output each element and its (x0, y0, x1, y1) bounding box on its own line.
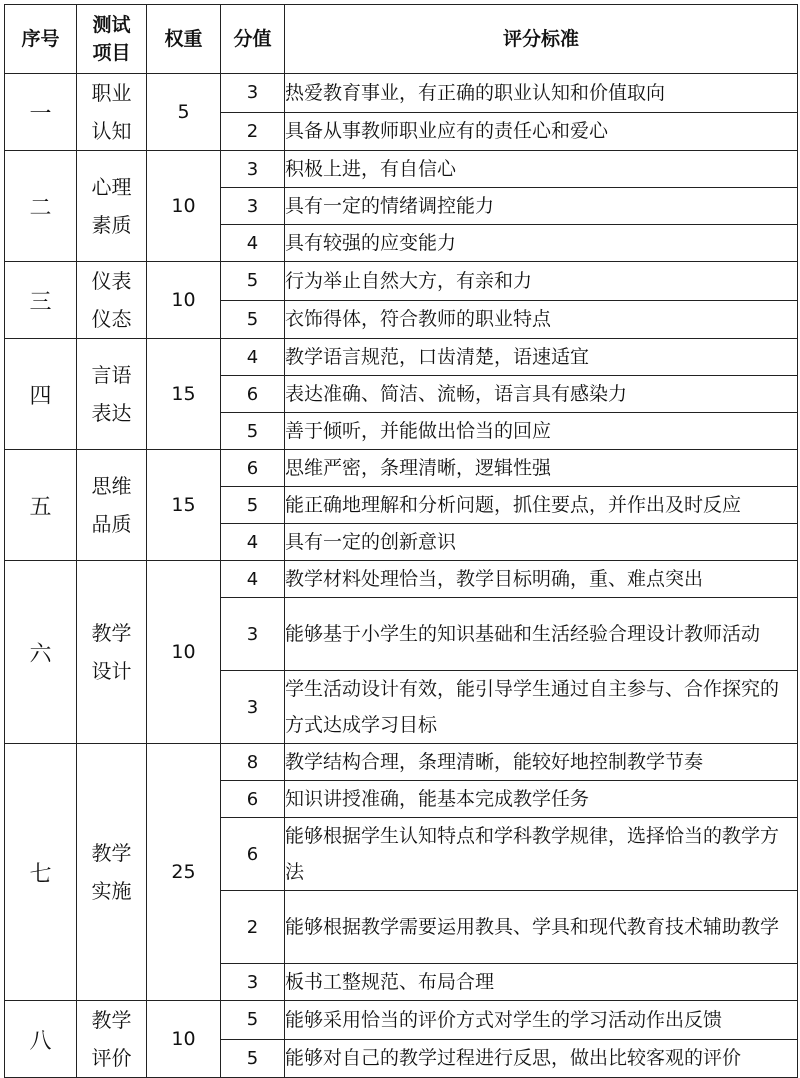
score-value: 3 (221, 188, 285, 225)
score-value: 6 (221, 781, 285, 818)
test-item: 仪表仪态 (91, 269, 132, 331)
weight-value: 10 (147, 561, 221, 744)
criterion-text: 教学语言规范，口齿清楚，语速适宜 (285, 339, 798, 376)
criterion-text: 板书工整规范、布局合理 (285, 964, 798, 1001)
table-row (5, 1001, 798, 1040)
header-criteria: 评分标准 (285, 5, 798, 74)
criterion-text: 能够对自己的教学过程进行反思，做出比较客观的评价 (285, 1039, 798, 1078)
criterion-text: 热爱教育事业，有正确的职业认知和价值取向 (285, 74, 798, 113)
table-row (5, 74, 798, 113)
section-number: 七 (5, 744, 77, 1001)
criterion-text: 能够基于小学生的知识基础和生活经验合理设计教师活动 (285, 598, 798, 671)
score-value: 4 (221, 339, 285, 376)
criterion-text: 具有较强的应变能力 (285, 225, 798, 262)
test-item-cell (77, 151, 147, 262)
score-value: 2 (221, 891, 285, 964)
table-row (5, 561, 798, 598)
score-value: 4 (221, 524, 285, 561)
test-item-cell (77, 744, 147, 1001)
test-item-cell (77, 1001, 147, 1078)
scoring-rubric-table (4, 4, 798, 1078)
criterion-text: 具备从事教师职业应有的责任心和爱心 (285, 112, 798, 151)
weight-value: 25 (147, 744, 221, 1001)
section-number: 五 (5, 450, 77, 561)
criterion-text: 能够根据学生认知特点和学科教学规律，选择恰当的教学方法 (285, 818, 798, 891)
criterion-text: 具有一定的情绪调控能力 (285, 188, 798, 225)
table-row (5, 151, 798, 188)
criterion-text: 善于倾听，并能做出恰当的回应 (285, 413, 798, 450)
section-number: 一 (5, 74, 77, 151)
section-number: 八 (5, 1001, 77, 1078)
test-item: 教学评价 (91, 1008, 132, 1070)
score-value: 4 (221, 225, 285, 262)
score-value: 5 (221, 413, 285, 450)
test-item-cell (77, 74, 147, 151)
test-item: 思维品质 (91, 474, 132, 536)
score-value: 3 (221, 598, 285, 671)
criterion-text: 教学结构合理，条理清晰，能较好地控制教学节奏 (285, 744, 798, 781)
criterion-text: 能正确地理解和分析问题，抓住要点，并作出及时反应 (285, 487, 798, 524)
section-number: 三 (5, 262, 77, 339)
score-value: 5 (221, 262, 285, 301)
criterion-text: 能够根据教学需要运用教具、学具和现代教育技术辅助教学 (285, 891, 798, 964)
weight-value: 5 (147, 74, 221, 151)
score-value: 3 (221, 964, 285, 1001)
test-item: 教学设计 (91, 621, 132, 683)
header-item (77, 5, 147, 74)
header-seq: 序号 (5, 5, 77, 74)
test-item: 职业认知 (91, 81, 132, 143)
score-value: 5 (221, 1039, 285, 1078)
test-item-cell (77, 561, 147, 744)
score-value: 4 (221, 561, 285, 598)
section-number: 二 (5, 151, 77, 262)
criterion-text: 教学材料处理恰当，教学目标明确，重、难点突出 (285, 561, 798, 598)
score-value: 5 (221, 1001, 285, 1040)
criterion-text: 表达准确、简洁、流畅，语言具有感染力 (285, 376, 798, 413)
test-item: 言语表达 (91, 363, 132, 425)
score-value: 5 (221, 300, 285, 339)
score-value: 2 (221, 112, 285, 151)
weight-value: 10 (147, 151, 221, 262)
rubric-body (5, 74, 798, 1078)
weight-value: 10 (147, 262, 221, 339)
table-row (5, 262, 798, 301)
table-row (5, 339, 798, 376)
weight-value: 15 (147, 339, 221, 450)
weight-value: 10 (147, 1001, 221, 1078)
test-item: 心理素质 (91, 175, 132, 237)
score-value: 3 (221, 671, 285, 744)
header-weight: 权重 (147, 5, 221, 74)
criterion-text: 具有一定的创新意识 (285, 524, 798, 561)
criterion-text: 知识讲授准确，能基本完成教学任务 (285, 781, 798, 818)
criterion-text: 思维严密，条理清晰，逻辑性强 (285, 450, 798, 487)
score-value: 6 (221, 376, 285, 413)
score-value: 5 (221, 487, 285, 524)
criterion-text: 行为举止自然大方，有亲和力 (285, 262, 798, 301)
score-value: 3 (221, 151, 285, 188)
score-value: 6 (221, 818, 285, 891)
table-row (5, 744, 798, 781)
header-item-text: 测试项目 (92, 14, 131, 64)
weight-value: 15 (147, 450, 221, 561)
criterion-text: 能够采用恰当的评价方式对学生的学习活动作出反馈 (285, 1001, 798, 1040)
header-row (5, 5, 798, 74)
criterion-text: 衣饰得体，符合教师的职业特点 (285, 300, 798, 339)
section-number: 六 (5, 561, 77, 744)
test-item-cell (77, 339, 147, 450)
header-score: 分值 (221, 5, 285, 74)
section-number: 四 (5, 339, 77, 450)
score-value: 3 (221, 74, 285, 113)
criterion-text: 学生活动设计有效，能引导学生通过自主参与、合作探究的方式达成学习目标 (285, 671, 798, 744)
test-item: 教学实施 (91, 841, 132, 903)
criterion-text: 积极上进，有自信心 (285, 151, 798, 188)
table-row (5, 450, 798, 487)
score-value: 8 (221, 744, 285, 781)
test-item-cell (77, 262, 147, 339)
score-value: 6 (221, 450, 285, 487)
test-item-cell (77, 450, 147, 561)
